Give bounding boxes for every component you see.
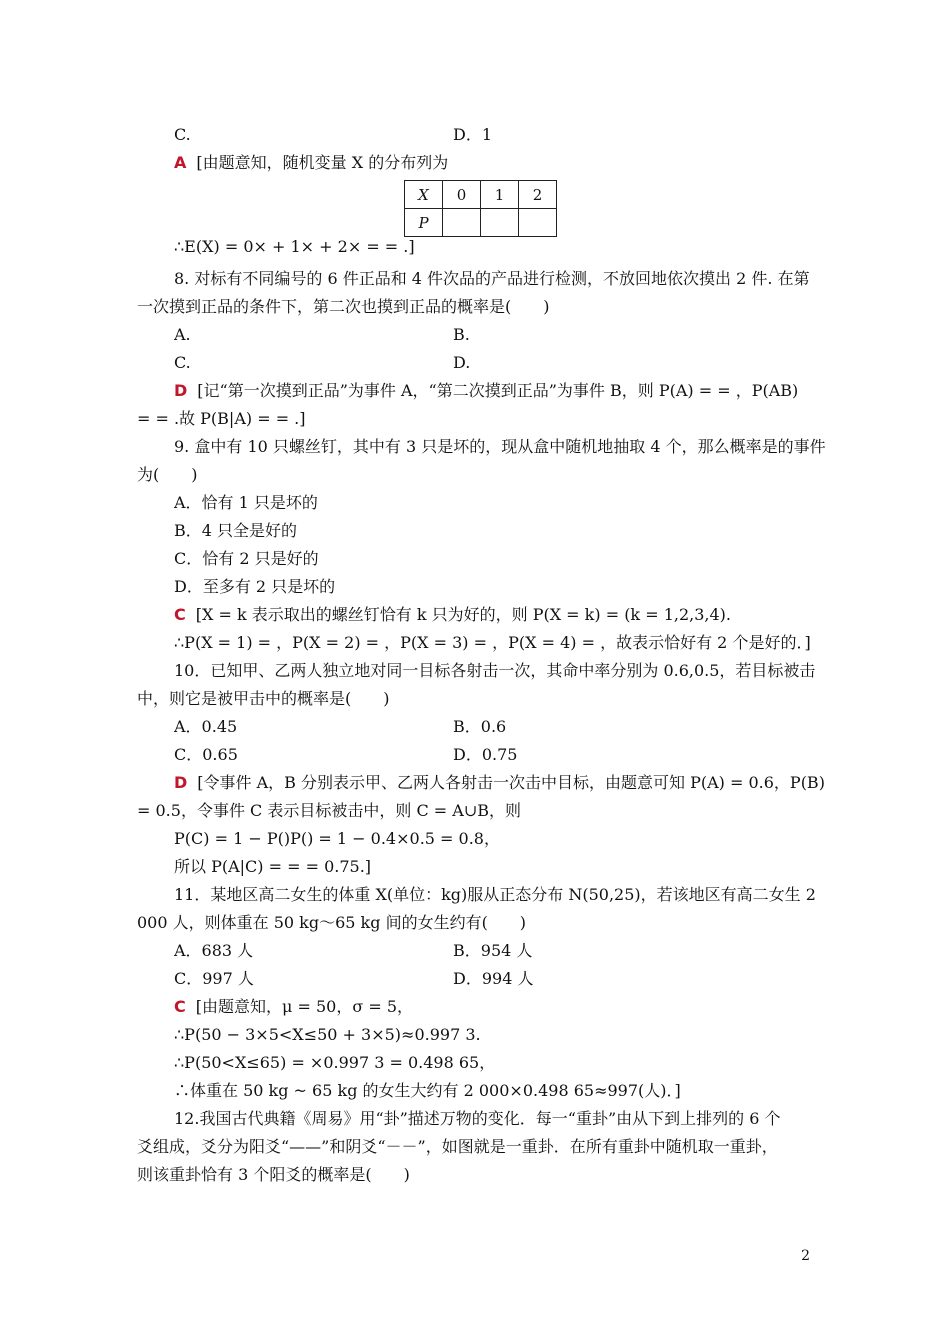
q12-stem-line3: 则该重卦恰有 3 个阳爻的概率是( )	[137, 1165, 410, 1184]
q8-answer-line2: = = .故 P(B|A) = = .]	[137, 409, 306, 428]
q8-option-b: B.	[453, 325, 470, 344]
page-number: 2	[801, 1248, 810, 1264]
q11-answer-line3: ∴P(50<X≤65) = ×0.997 3 = 0.498 65，	[174, 1053, 496, 1072]
table-cell: 0	[443, 181, 481, 209]
q10-option-c: C．0.65	[174, 745, 238, 764]
q8-stem-line2: 一次摸到正品的条件下，第二次也摸到正品的概率是( )	[137, 297, 550, 316]
q10-answer-line2: = 0.5，令事件 C 表示目标被击中，则 C = A∪B，则	[137, 801, 521, 820]
q9-option-b: B．4 只全是好的	[174, 521, 298, 540]
answer-text: [令事件 A，B 分别表示甲、乙两人各射击一次击中目标，由题意可知 P(A) = 0.6，P(B)	[197, 773, 825, 792]
table-cell: 2	[519, 181, 557, 209]
q9-answer-line1	[174, 604, 731, 626]
q9-option-c: C．恰有 2 只是好的	[174, 549, 319, 568]
table-cell	[443, 209, 481, 237]
q10-answer-line4: 所以 P(A|C) = = = 0.75.]	[174, 857, 372, 876]
q11-option-a: A．683 人	[174, 941, 254, 960]
q10-answer-line3: P(C) = 1 − P()P() = 1 − 0.4×0.5 = 0.8，	[174, 829, 500, 848]
q11-option-c: C．997 人	[174, 969, 254, 988]
q9-option-d: D．至多有 2 只是坏的	[174, 577, 336, 596]
table-cell: X	[405, 181, 443, 209]
answer-label: C	[174, 997, 186, 1016]
q11-stem-line1: 11．某地区高二女生的体重 X(单位：kg)服从正态分布 N(50,25)，若该地区有高二女生 2	[174, 885, 816, 904]
q11-option-d: D．994 人	[453, 969, 534, 988]
q7-answer	[174, 152, 448, 174]
q12-stem-line2: 爻组成，爻分为阳爻“——”和阴爻“－－”，如图就是一重卦．在所有重卦中随机取一重卦，	[137, 1137, 778, 1156]
table-cell	[519, 209, 557, 237]
q9-stem-line2: 为( )	[137, 465, 198, 484]
q11-option-b: B．954 人	[453, 941, 533, 960]
table-row	[405, 181, 557, 209]
q9-option-a: A．恰有 1 只是坏的	[174, 493, 318, 512]
q11-answer-line4: ∴体重在 50 kg ~ 65 kg 的女生大约有 2 000×0.498 65≈997(人)．]	[174, 1081, 681, 1100]
table-cell	[481, 209, 519, 237]
q8-stem-line1: 8. 对标有不同编号的 6 件正品和 4 件次品的产品进行检测，不放回地依次摸出 2 件. 在第	[174, 269, 810, 288]
q10-answer-line1	[174, 772, 825, 794]
q12-stem-line1: 12.我国古代典籍《周易》用“卦”描述万物的变化．每一“重卦”由从下到上排列的 6 个	[174, 1109, 781, 1128]
q9-stem-line1: 9. 盒中有 10 只螺丝钉，其中有 3 只是坏的，现从盒中随机地抽取 4 个，那么概率是的事件	[174, 437, 826, 456]
answer-text: [X = k 表示取出的螺丝钉恰有 k 只为好的，则 P(X = k) = (k = 1,2,3,4).	[195, 605, 732, 624]
answer-text: [由题意知，随机变量 X 的分布列为	[196, 153, 449, 172]
q11-stem-line2: 000 人，则体重在 50 kg～65 kg 间的女生约有( )	[137, 913, 527, 932]
q7-option-d: D．1	[453, 125, 493, 144]
q8-answer-line1	[174, 380, 798, 402]
q7-answer-expectation: ∴E(X) = 0× + 1× + 2× = = .]	[174, 237, 415, 256]
answer-label: D	[174, 773, 188, 792]
q10-stem-line2: 中，则它是被甲击中的概率是( )	[137, 689, 390, 708]
q10-option-b: B．0.6	[453, 717, 507, 736]
q8-option-a: A.	[174, 325, 191, 344]
distribution-table	[404, 180, 557, 237]
answer-label: A	[174, 153, 187, 172]
table-row	[405, 209, 557, 237]
table-cell: 1	[481, 181, 519, 209]
q8-option-c: C.	[174, 353, 191, 372]
answer-text: [由题意知，μ = 50，σ = 5，	[195, 997, 414, 1016]
q11-answer-line1	[174, 996, 413, 1018]
answer-label: D	[174, 381, 188, 400]
table-cell: P	[405, 209, 443, 237]
q7-option-c: C.	[174, 125, 191, 144]
q10-option-d: D．0.75	[453, 745, 518, 764]
q11-answer-line2: ∴P(50 − 3×5<X≤50 + 3×5)≈0.997 3.	[174, 1025, 481, 1044]
answer-label: C	[174, 605, 186, 624]
q9-answer-line2: ∴P(X = 1) = ，P(X = 2) = ，P(X = 3) = ，P(X = 4) = ，故表示恰好有 2 个是好的．]	[174, 633, 811, 652]
q10-option-a: A．0.45	[174, 717, 238, 736]
answer-text: [记“第一次摸到正品”为事件 A，“第二次摸到正品”为事件 B，则 P(A) = = ，P(AB)	[197, 381, 799, 400]
q10-stem-line1: 10．已知甲、乙两人独立地对同一目标各射击一次，其命中率分别为 0.6,0.5，若目标被击	[174, 661, 816, 680]
q8-option-d: D.	[453, 353, 471, 372]
